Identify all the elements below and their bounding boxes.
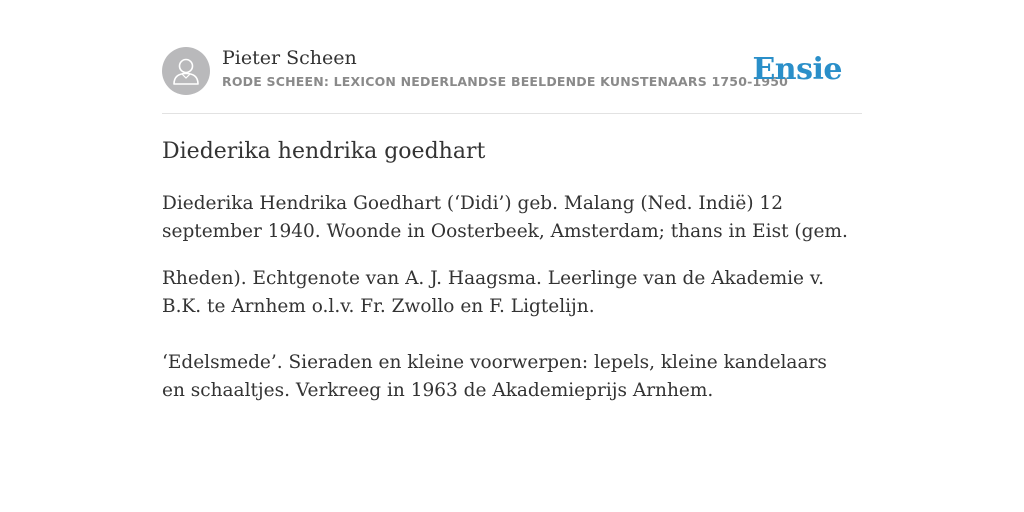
- paragraph: Rheden). Echtgenote van A. J. Haagsma. Leerlinge van de Akademie v. B.K. te Arnhem o.l.v. Fr. Zwollo en F. Ligtelijn.: [162, 268, 825, 317]
- paragraph: ‘Edelsmede’. Sieraden en kleine voorwerpen: lepels, kleine kandelaars en schaaltjes. Verkreeg in 1963 de Akademieprijs Arnhem.: [162, 352, 827, 401]
- paragraph: Diederika Hendrika Goedhart (‘Didi’) geb. Malang (Ned. Indië) 12 september 1940. Woonde in Oosterbeek, Amsterdam; thans in Eist (gem.: [162, 193, 848, 242]
- divider: [162, 113, 862, 114]
- user-silhouette-icon: [162, 47, 210, 95]
- article-body: [162, 190, 852, 405]
- article-title: Diederika hendrika goedhart: [162, 139, 486, 164]
- author-header: [162, 46, 862, 96]
- avatar[interactable]: [162, 47, 210, 95]
- source-label[interactable]: RODE SCHEEN: LEXICON NEDERLANDSE BEELDENDE KUNSTENAARS 1750-1950: [222, 74, 789, 89]
- brand-logo[interactable]: Ensie: [752, 52, 842, 87]
- author-name[interactable]: Pieter Scheen: [222, 47, 357, 69]
